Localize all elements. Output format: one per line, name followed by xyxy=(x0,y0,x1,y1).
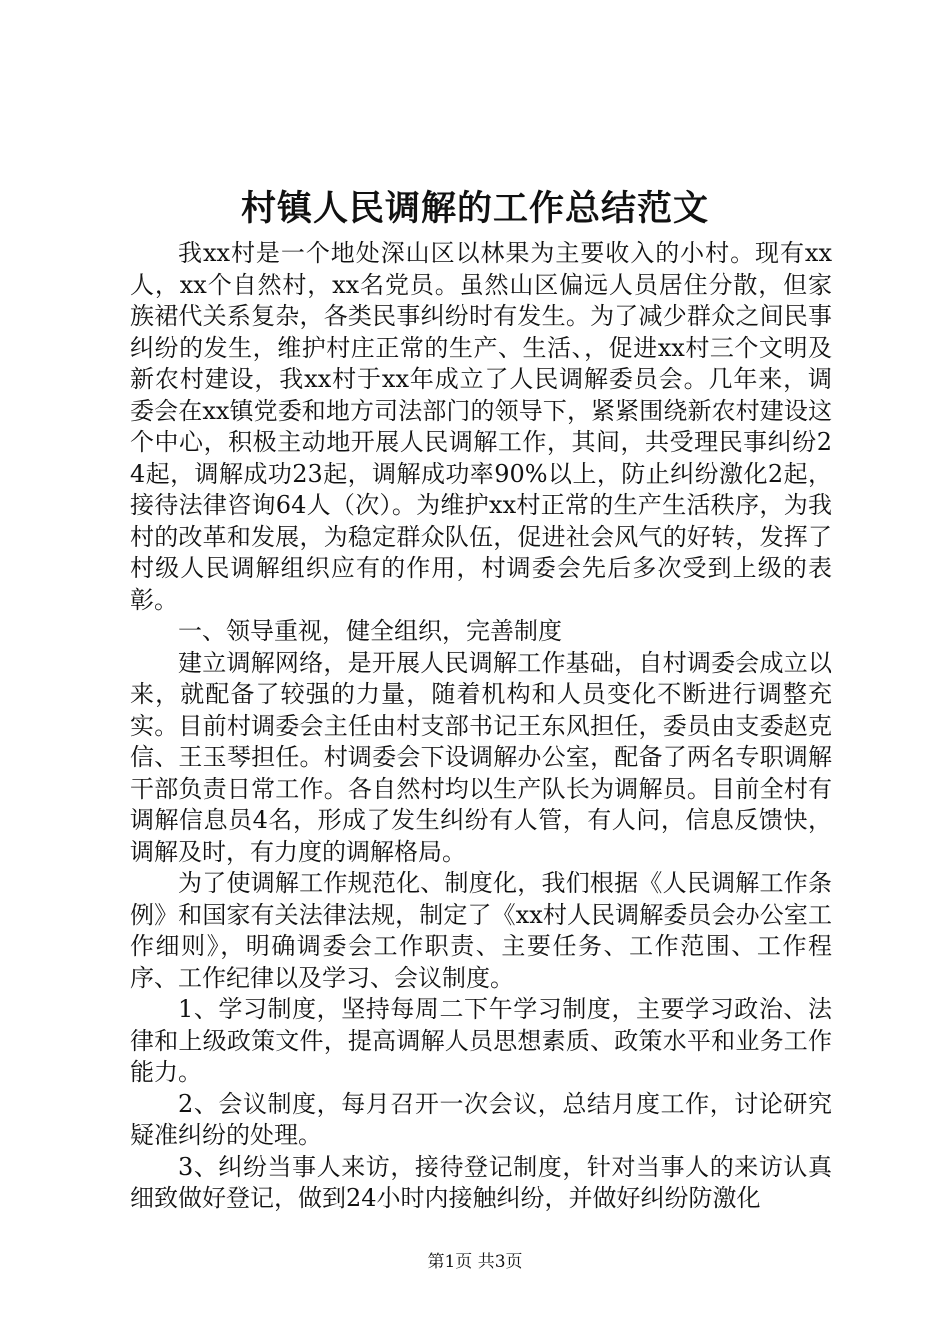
paragraph-visit-registration: 3、纠纷当事人来访，接待登记制度，针对当事人的来访认真细致做好登记，做到24小时内接触纠纷，并做好纠纷防激化 xyxy=(130,1152,832,1212)
section-heading-1: 一、领导重视，健全组织，完善制度 xyxy=(178,617,562,645)
paragraph-network: 建立调解网络，是开展人民调解工作基础，自村调委会成立以来，就配备了较强的力量，随着机构和人员变化不断进行调整充实。目前村调委会主任由村支部书记王东风担任，委员由支委赵克信、王玉琴担任。村调委会下设调解办公室，配备了两名专职调解干部负责日常工作。各自然村均以生产队长为调解员。目前全村有调解信息员4名，形成了发生纠纷有人管，有人问，信息反馈快，调解及时，有力度的调解格局。 xyxy=(130,648,832,866)
paragraph-intro: 我xx村是一个地处深山区以林果为主要收入的小村。现有xx人，xx个自然村，xx名党员。虽然山区偏远人员居住分散，但家族裙代关系复杂，各类民事纠纷时有发生。为了减少群众之间民事纠纷的发生，维护村庄正常的生产、生活、，促进xx村三个文明及新农村建设，我xx村于xx年成立了人民调解委员会。几年来，调委会在xx镇党委和地方司法部门的领导下，紧紧围绕新农村建设这个中心，积极主动地开展人民调解工作，其间，共受理民事纠纷24起，调解成功23起，调解成功率90%以上，防止纠纷激化2起，接待法律咨询64人（次）。为维护xx村正常的生产生活秩序，为我村的改革和发展，为稳定群众队伍，促进社会风气的好转，发挥了村级人民调解组织应有的作用，村调委会先后多次受到上级的表彰。 xyxy=(130,239,832,614)
paragraph-rules: 为了使调解工作规范化、制度化，我们根据《人民调解工作条例》和国家有关法律法规，制定了《xx村人民调解委员会办公室工作细则》，明确调委会工作职责、主要任务、工作范围、工作程序、工作纪律以及学习、会议制度。 xyxy=(130,869,832,992)
paragraph-study-system: 1、学习制度，坚持每周二下午学习制度，主要学习政治、法律和上级政策文件，提高调解人员思想素质、政策水平和业务工作能力。 xyxy=(130,995,832,1086)
document-title: 村镇人民调解的工作总结范文 xyxy=(240,188,709,229)
paragraph-meeting-system: 2、会议制度，每月召开一次会议，总结月度工作，讨论研究疑准纠纷的处理。 xyxy=(130,1089,832,1149)
document-body xyxy=(130,238,832,1215)
page-number-footer: 第1页 共3页 xyxy=(427,1252,523,1272)
